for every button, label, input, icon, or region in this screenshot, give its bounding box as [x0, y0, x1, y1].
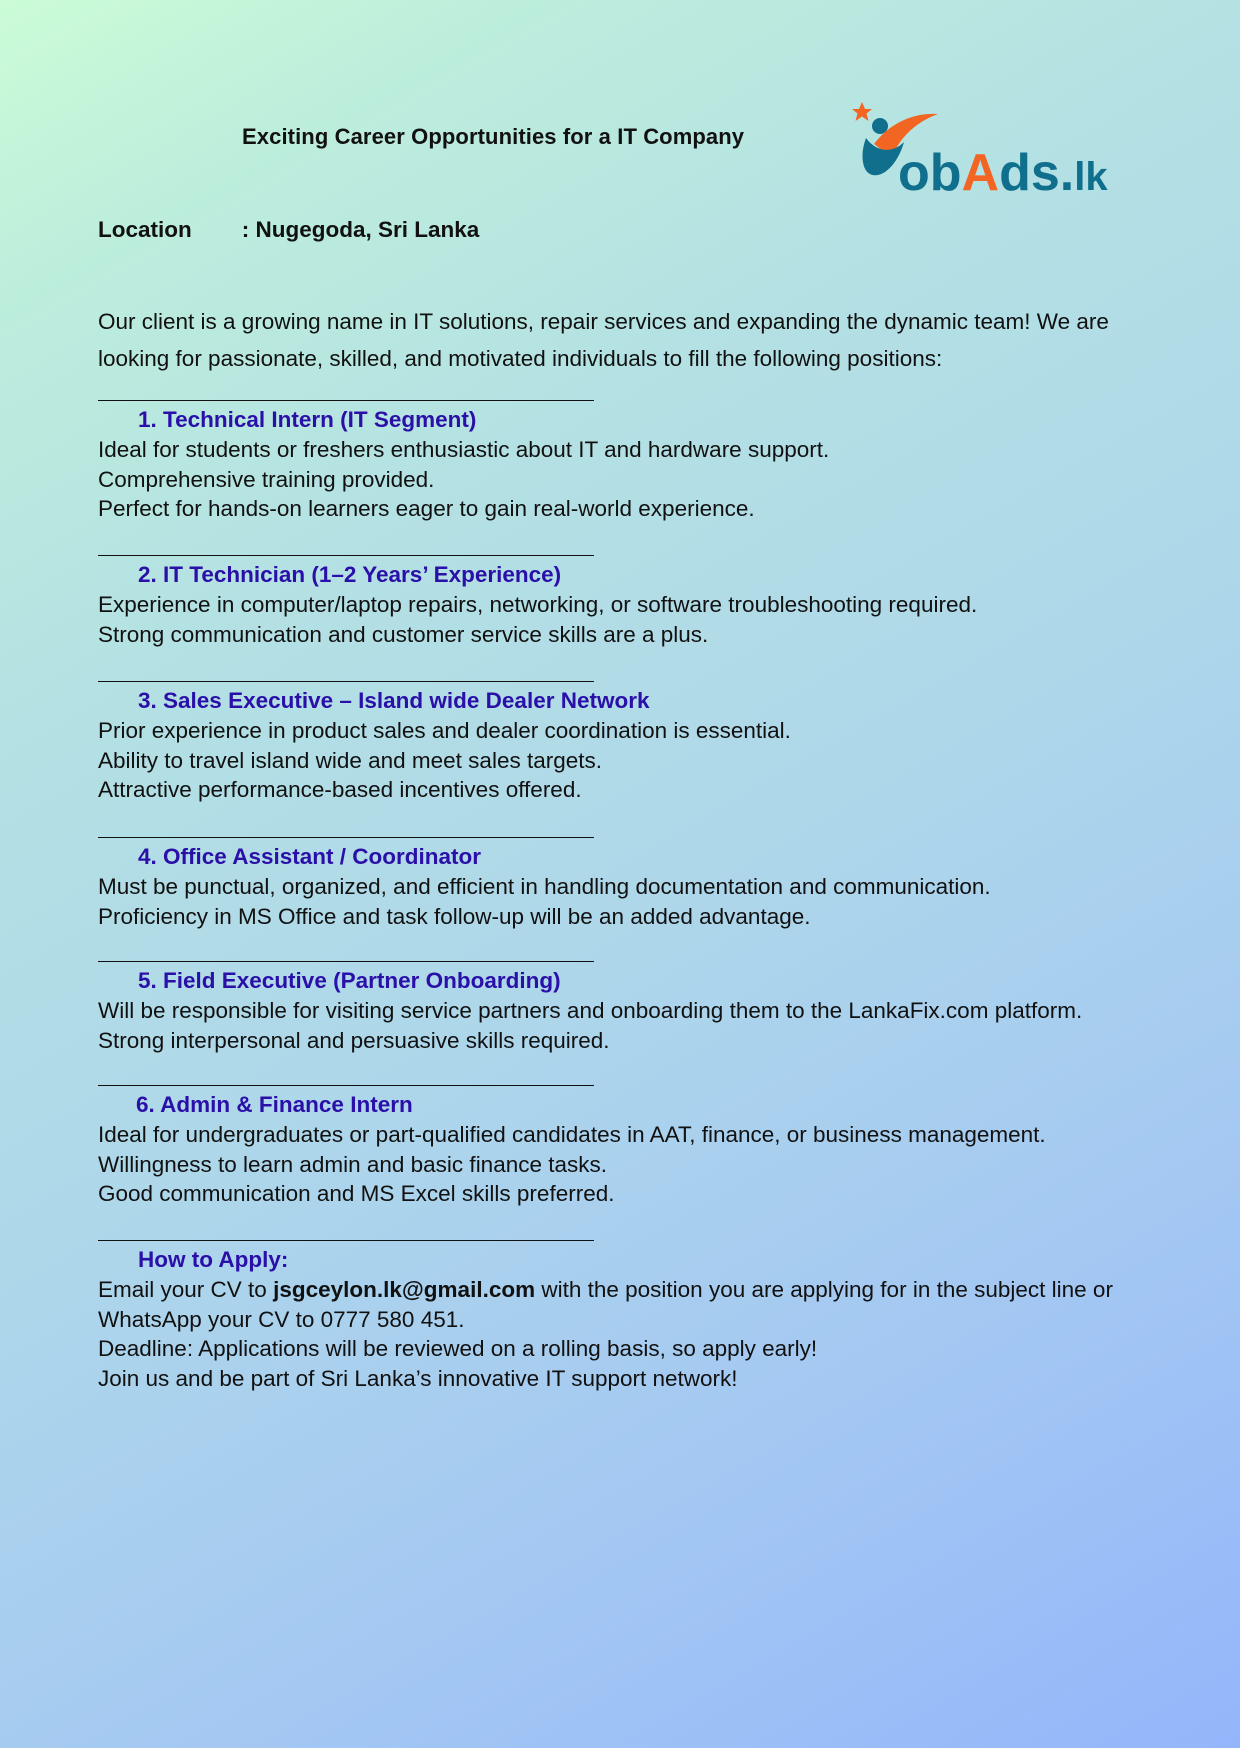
position-section: [98, 528, 1158, 649]
section-divider: [98, 373, 594, 401]
apply-closing-line: Join us and be part of Sri Lanka’s innovative IT support network!: [98, 1365, 738, 1391]
location-line: [98, 217, 479, 243]
position-section: [98, 654, 1158, 805]
section-divider: [98, 1058, 594, 1086]
position-detail: Experience in computer/laptop repairs, networking, or software troubleshooting required.: [98, 592, 978, 617]
position-section: [98, 373, 1158, 524]
position-detail: Strong interpersonal and persuasive skills required.: [98, 1027, 610, 1053]
logo-person-head: [872, 118, 888, 134]
section-divider: [98, 934, 594, 962]
position-detail: Perfect for hands-on learners eager to gain real-world experience.: [98, 496, 755, 521]
position-title: 6. Admin & Finance Intern: [136, 1092, 413, 1117]
location-label: Location: [98, 217, 192, 242]
position-section: [98, 1058, 1158, 1209]
how-to-apply-title: How to Apply:: [138, 1247, 289, 1272]
section-divider: [98, 528, 594, 556]
position-detail: Comprehensive training provided.: [98, 466, 435, 492]
position-detail: Ideal for undergraduates or part-qualified candidates in AAT, finance, or business management.: [98, 1122, 1046, 1147]
position-detail: Must be punctual, organized, and efficient in handling documentation and communication.: [98, 874, 991, 899]
logo-wordmark: obAds.lk: [898, 144, 1108, 198]
position-detail: Good communication and MS Excel skills preferred.: [98, 1181, 615, 1206]
apply-whatsapp-line: WhatsApp your CV to 0777 580 451.: [98, 1306, 465, 1332]
position-detail: Ability to travel island wide and meet sales targets.: [98, 747, 602, 773]
position-title: 5. Field Executive (Partner Onboarding): [138, 968, 561, 993]
position-detail: Willingness to learn admin and basic finance tasks.: [98, 1151, 608, 1177]
apply-email-suffix: with the position you are applying for in the subject line or: [535, 1277, 1113, 1302]
apply-email-prefix: Email your CV to: [98, 1277, 274, 1302]
position-section: [98, 810, 1158, 931]
location-value: : Nugegoda, Sri Lanka: [241, 217, 480, 242]
position-detail: Proficiency in MS Office and task follow-up will be an added advantage.: [98, 903, 811, 929]
section-divider: [98, 810, 594, 838]
position-detail: Strong communication and customer service skills are a plus.: [98, 621, 709, 647]
section-divider: [98, 654, 594, 682]
position-section: [98, 934, 1158, 1055]
contact-email[interactable]: jsgceylon.lk@gmail.com: [273, 1277, 536, 1302]
position-title: 2. IT Technician (1–2 Years’ Experience): [138, 562, 562, 587]
how-to-apply-section: [98, 1213, 1158, 1393]
position-detail: Will be responsible for visiting service partners and onboarding them to the LankaFix.com platform.: [98, 998, 1083, 1023]
position-detail: Ideal for students or freshers enthusiastic about IT and hardware support.: [98, 437, 830, 462]
section-divider: [98, 1213, 594, 1241]
position-title: 4. Office Assistant / Coordinator: [138, 844, 481, 869]
jobads-logo: [846, 98, 1126, 198]
apply-deadline-line: Deadline: Applications will be reviewed on a rolling basis, so apply early!: [98, 1336, 818, 1361]
page-title: Exciting Career Opportunities for a IT Company: [242, 124, 745, 149]
position-title: 1. Technical Intern (IT Segment): [138, 407, 477, 432]
apply-email-line: [98, 1275, 1158, 1305]
position-detail: Prior experience in product sales and dealer coordination is essential.: [98, 718, 791, 743]
position-title: 3. Sales Executive – Island wide Dealer Network: [138, 688, 650, 713]
logo-star-icon: [852, 102, 872, 121]
position-detail: Attractive performance-based incentives offered.: [98, 777, 582, 802]
intro-paragraph: Our client is a growing name in IT solutions, repair services and expanding the dynamic team! We are looking for passionate, skilled, and motivated individuals to fill the following positions:: [98, 309, 1109, 371]
